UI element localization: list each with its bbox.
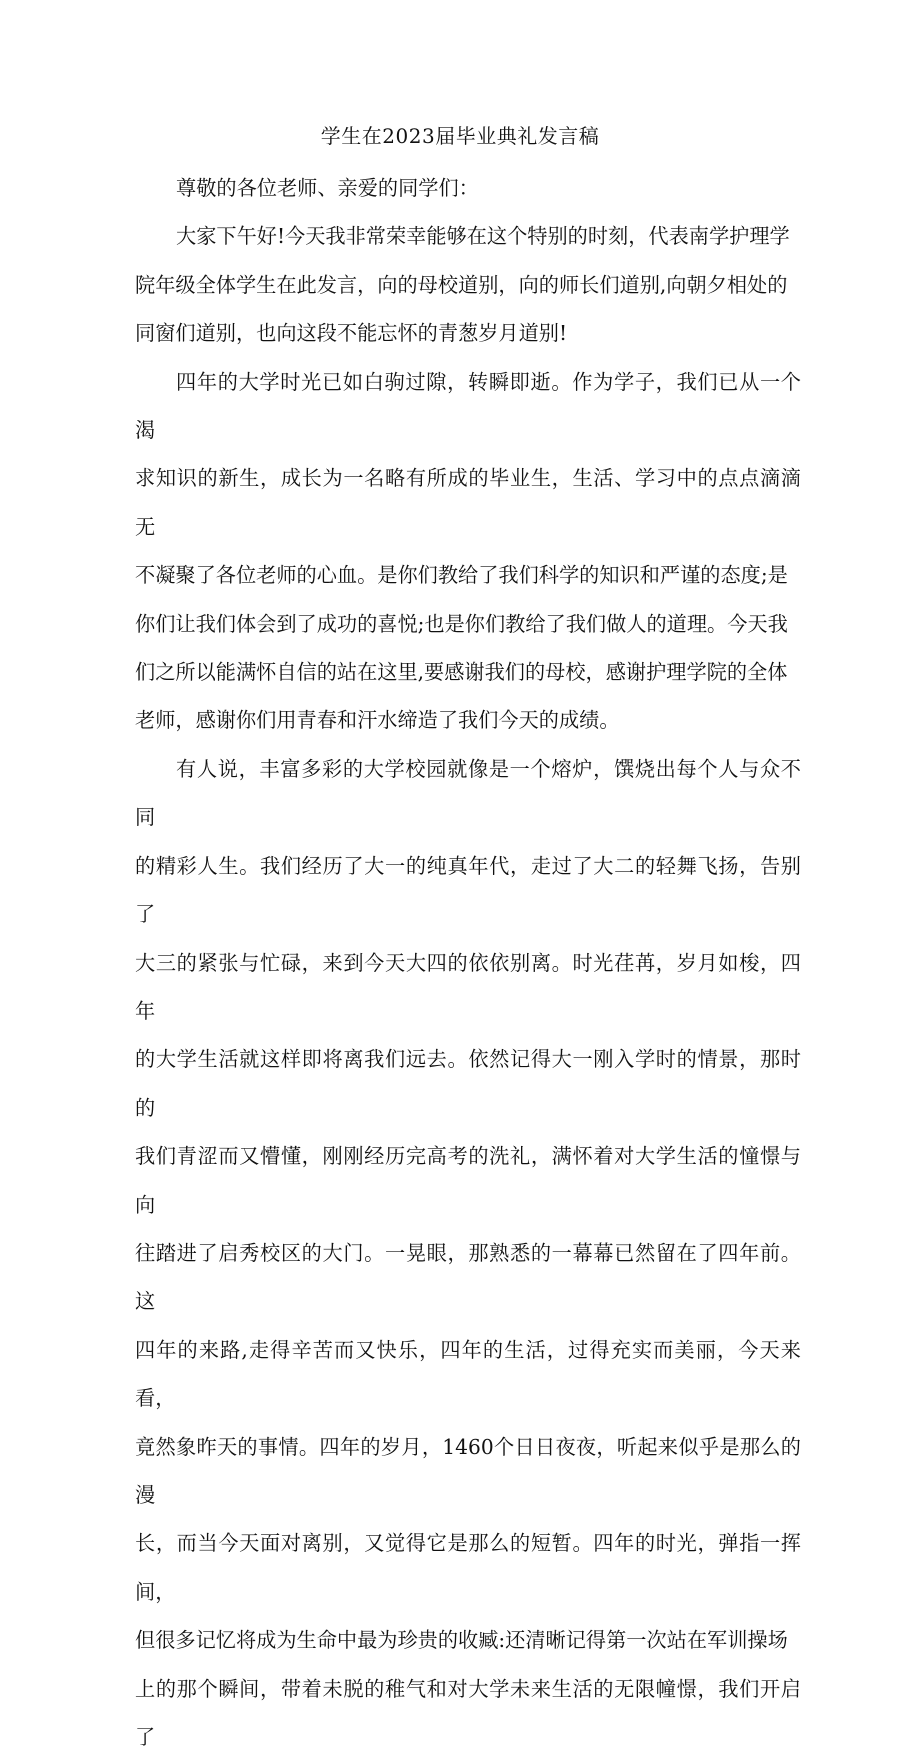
salutation: 尊敬的各位老师、亲爱的同学们： <box>176 176 479 200</box>
paragraph-memories: 有人说，丰富多彩的大学校园就像是一个熔炉，馔烧出每个人与众不同 的精彩人生。我们经历了大一的纯真年代，走过了大二的轻舞飞扬，告别了 大三的紧张与忙碌，来到今天大四的依依别离。时光荏苒，岁月如梭，四年 的大学生活就这样即将离我们远去。依然记得大一刚入学时的情景，那时的 我们青涩而又懵懂，刚刚经历完高考的洗礼，满怀着对大学生活的憧憬与向 往踏进了启秀校区的大门。一晃眼，那熟悉的一幕幕已然留在了四年前。这 四年的来路,走得辛苦而又快乐，四年的生活，过得充实而美丽，今天来看， 竟然象昨天的事情。四年的岁月，1460个日日夜夜，听起来似乎是那么的漫 长，而当今天面对离别，又觉得它是那么的短暂。四年的时光，弹指一挥间， 但很多记忆将成为生命中最为珍贵的收臧:还清晰记得第一次站在军训操场 上的那个瞬间，带着未脱的稚气和对大学未来生活的无限幢憬，我们开启了 <box>135 756 801 1749</box>
paragraph-greeting: 大家下午好!今天我非常荣幸能够在这个特别的时刻，代表南学护理学 院年级全体学生在此发言，向的母校道别，向的师长们道别,向朝夕相处的 同窗们道别，也向这段不能忘怀的青葱岁月道别! <box>135 224 790 346</box>
document-body <box>135 164 801 1761</box>
document-title: 学生在2023届毕业典礼发言稿 <box>320 124 600 148</box>
paragraph-gratitude: 四年的大学时光已如白驹过隙，转瞬即逝。作为学子，我们已从一个渴 求知识的新生，成长为一名略有所成的毕业生，生活、学习中的点点滴滴无 不凝聚了各位老师的心血。是你们教给了我们科学的知识和严谨的态度;是 你们让我们体会到了成功的喜悦;也是你们教给了我们做人的道理。今天我 们之所以能满怀自信的站在这里,要感谢我们的母校，感谢护理学院的全体 老师，感谢你们用青春和汗水缔造了我们今天的成绩。 <box>135 369 801 733</box>
